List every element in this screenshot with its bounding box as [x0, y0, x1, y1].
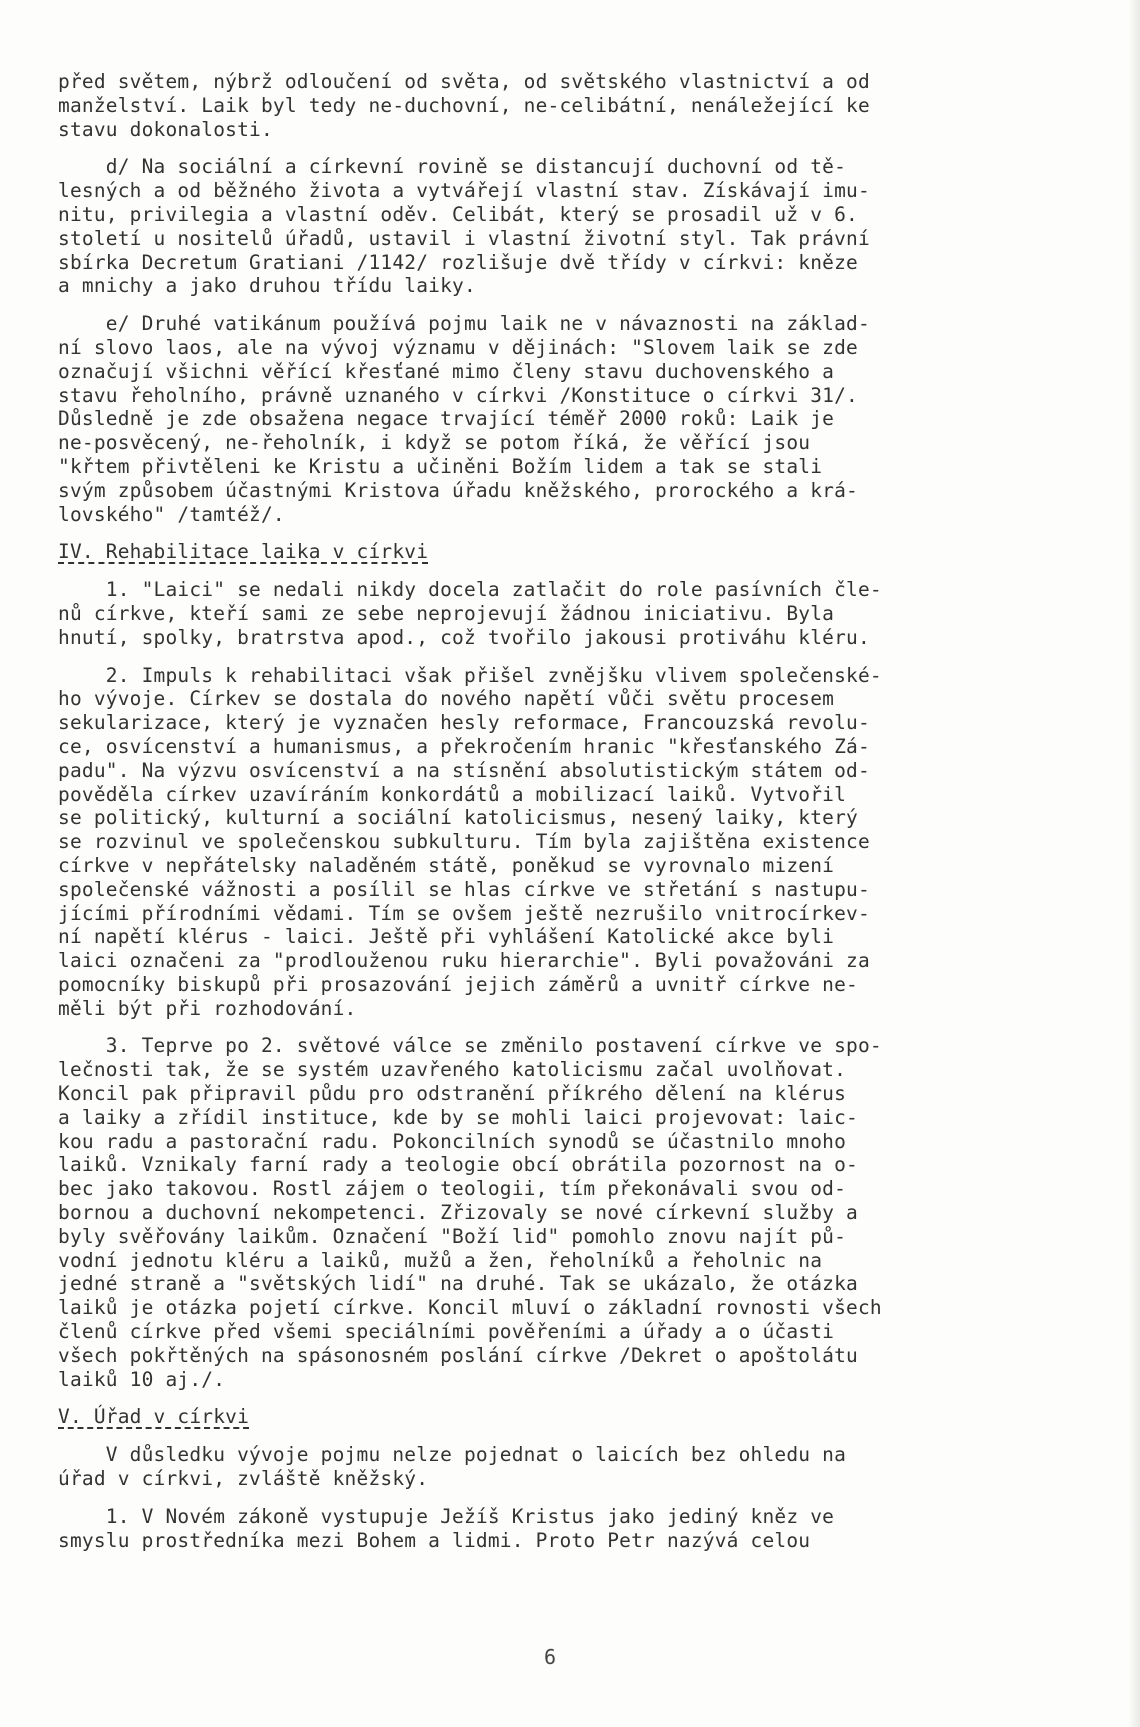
text-line: "křtem přivtěleni ke Kristu a učiněni Božím lidem a tak se stali [58, 454, 823, 478]
text-line: jícími přírodními vědami. Tím se ovšem ještě nezrušilo vnitrocírkev- [58, 901, 870, 925]
text-line: pomocníky biskupů při prosazování jejich záměrů a uvnitř církve ne- [58, 972, 858, 996]
text-line: 1. V Novém zákoně vystupuje Ježíš Kristus jako jediný kněz ve [58, 1504, 835, 1528]
page-number: 6 [543, 1645, 557, 1669]
text-line: společenské vážnosti a posílil se hlas církve ve střetání s nastupu- [58, 877, 870, 901]
text-line: vodní jednotu kléru a laiků, mužů a žen, řeholníků a řeholnic na [58, 1248, 823, 1272]
text-line: d/ Na sociální a církevní rovině se distancují duchovní od tě- [58, 155, 847, 179]
section-heading [58, 1405, 1118, 1429]
text-line: a laiky a zřídil instituce, kde by se mohli laici projevovat: laic- [58, 1105, 858, 1129]
text-line: měli být při rozhodování. [58, 996, 357, 1020]
text-line: se rozvinul ve společenskou subkulturu. Tím byla zajištěna existence [58, 830, 870, 854]
text-line: sekularizace, který je vyznačen hesly reformace, Francouzská revolu- [58, 711, 870, 735]
text-line: pověděla církev uzavíráním konkordátů a mobilizací laiků. Vytvořil [58, 782, 847, 806]
text-line: laiků. Vznikaly farní rady a teologie obcí obrátila pozornost na o- [58, 1153, 858, 1177]
text-line: padu". Na výzvu osvícenství a na stísnění absolutistickým státem od- [58, 758, 870, 782]
text-line: laiků je otázka pojetí církve. Koncil mluví o základní rovnosti všech [58, 1296, 882, 1320]
text-line: jedné straně a "světských lidí" na druhé. Tak se ukázalo, že otázka [58, 1272, 858, 1296]
paragraph-gap [58, 526, 1118, 540]
text-line: bornou a duchovní nekompetenci. Zřizovaly se nové církevní služby a [58, 1201, 858, 1225]
paragraph-gap [58, 298, 1118, 312]
text-line: úřad v církvi, zvláště kněžský. [58, 1467, 429, 1491]
paragraph [58, 1034, 1118, 1391]
text-line: ne-posvěcený, ne-řeholník, i když se potom říká, že věřící jsou [58, 431, 811, 455]
section-heading [58, 540, 1118, 564]
paragraph-gap [58, 1391, 1118, 1405]
document-body [58, 70, 1118, 1552]
text-line: a mnichy a jako druhou třídu laiky. [58, 274, 476, 298]
paragraph [58, 70, 1118, 141]
paragraph [58, 312, 1118, 526]
text-line: nitu, privilegia a vlastní oděv. Celibát, který se prosadil už v 6. [58, 202, 858, 226]
text-line: Důsledně je zde obsažena negace trvající téměř 2000 roků: Laik je [58, 407, 835, 431]
text-line: byly svěřovány laikům. Označení "Boží lid" pomohlo znovu najít pů- [58, 1224, 847, 1248]
text-line: kou radu a pastorační radu. Pokoncilních synodů se účastnilo mnoho [58, 1129, 847, 1153]
text-line: označují všichni věřící křesťané mimo členy stavu duchovenského a [58, 359, 835, 383]
paragraph [58, 1443, 1118, 1491]
text-line: sbírka Decretum Gratiani /1142/ rozlišuje dvě třídy v církvi: kněze [58, 250, 858, 274]
text-line: ho vývoje. Církev se dostala do nového napětí vůči světu procesem [58, 687, 835, 711]
text-line: před světem, nýbrž odloučení od světa, od světského vlastnictví a od [58, 70, 870, 93]
heading-text: V. Úřad v církvi [58, 1405, 250, 1429]
text-line: Koncil pak připravil půdu pro odstranění příkrého dělení na klérus [58, 1082, 847, 1106]
text-line: ce, osvícenství a humanismus, a překročením hranic "křesťanského Zá- [58, 734, 870, 758]
text-line: smyslu prostředníka mezi Bohem a lidmi. Proto Petr nazývá celou [58, 1528, 811, 1552]
text-line: laici označeni za "prodlouženou ruku hierarchie". Byli považováni za [58, 949, 870, 973]
text-line: ní napětí klérus - laici. Ještě při vyhlášení Katolické akce byli [58, 925, 835, 949]
text-line: všech pokřtěných na spásonosném poslání církve /Dekret o apoštolátu [58, 1343, 858, 1367]
text-line: V důsledku vývoje pojmu nelze pojednat o laicích bez ohledu na [58, 1443, 847, 1467]
paragraph [58, 578, 1118, 649]
text-line: hnutí, spolky, bratrstva apod., což tvořilo jakousi protiváhu kléru. [58, 625, 870, 649]
paragraph-gap [58, 1020, 1118, 1034]
heading-text: IV. Rehabilitace laika v církvi [58, 540, 429, 564]
paragraph [58, 664, 1118, 1021]
paragraph-gap [58, 650, 1118, 664]
paragraph [58, 155, 1118, 298]
text-line: svým způsobem účastnými Kristova úřadu kněžského, prorockého a krá- [58, 478, 858, 502]
text-line: členů církve před všemi speciálními pověřeními a úřady a o účasti [58, 1320, 835, 1344]
text-line: ní slovo laos, ale na vývoj významu v dějinách: "Slovem laik se zde [58, 335, 858, 359]
text-line: bec jako takovou. Rostl zájem o teologii, tím překonávali svou od- [58, 1177, 847, 1201]
text-line: laiků 10 aj./. [58, 1367, 226, 1391]
paragraph-gap [58, 1491, 1118, 1505]
paragraph-gap [58, 141, 1118, 155]
text-line: nů církve, kteří sami ze sebe neprojevují žádnou iniciativu. Byla [58, 601, 835, 625]
text-line: lesných a od běžného života a vytvářejí vlastní stav. Získávají imu- [58, 179, 870, 203]
text-line: 2. Impuls k rehabilitaci však přišel zvnějšku vlivem společenské- [58, 663, 882, 687]
text-line: církve v nepřátelsky naladěném státě, poněkud se vyrovnalo mizení [58, 853, 835, 877]
text-line: 1. "Laici" se nedali nikdy docela zatlačit do role pasívních čle- [58, 578, 882, 602]
paragraph-gap [58, 1429, 1118, 1443]
text-line: lečnosti tak, že se systém uzavřeného katolicismu začal uvolňovat. [58, 1058, 847, 1082]
paragraph-gap [58, 564, 1118, 578]
text-line: stavu řeholního, právně uznaného v církvi /Konstituce o církvi 31/. [58, 383, 858, 407]
text-line: 3. Teprve po 2. světové válce se změnilo postavení církve ve spo- [58, 1034, 882, 1058]
page-edge-shadow [1128, 0, 1140, 1727]
text-line: se politický, kulturní a sociální katolicismus, nesený laiky, který [58, 806, 858, 830]
text-line: manželství. Laik byl tedy ne-duchovní, ne-celibátní, nenáležející ke [58, 93, 870, 117]
text-line: stavu dokonalosti. [58, 117, 273, 141]
text-line: lovského" /tamtéž/. [58, 502, 285, 526]
text-line: e/ Druhé vatikánum používá pojmu laik ne v návaznosti na základ- [58, 312, 870, 336]
text-line: století u nositelů úřadů, ustavil i vlastní životní styl. Tak právní [58, 226, 870, 250]
paragraph [58, 1505, 1118, 1553]
